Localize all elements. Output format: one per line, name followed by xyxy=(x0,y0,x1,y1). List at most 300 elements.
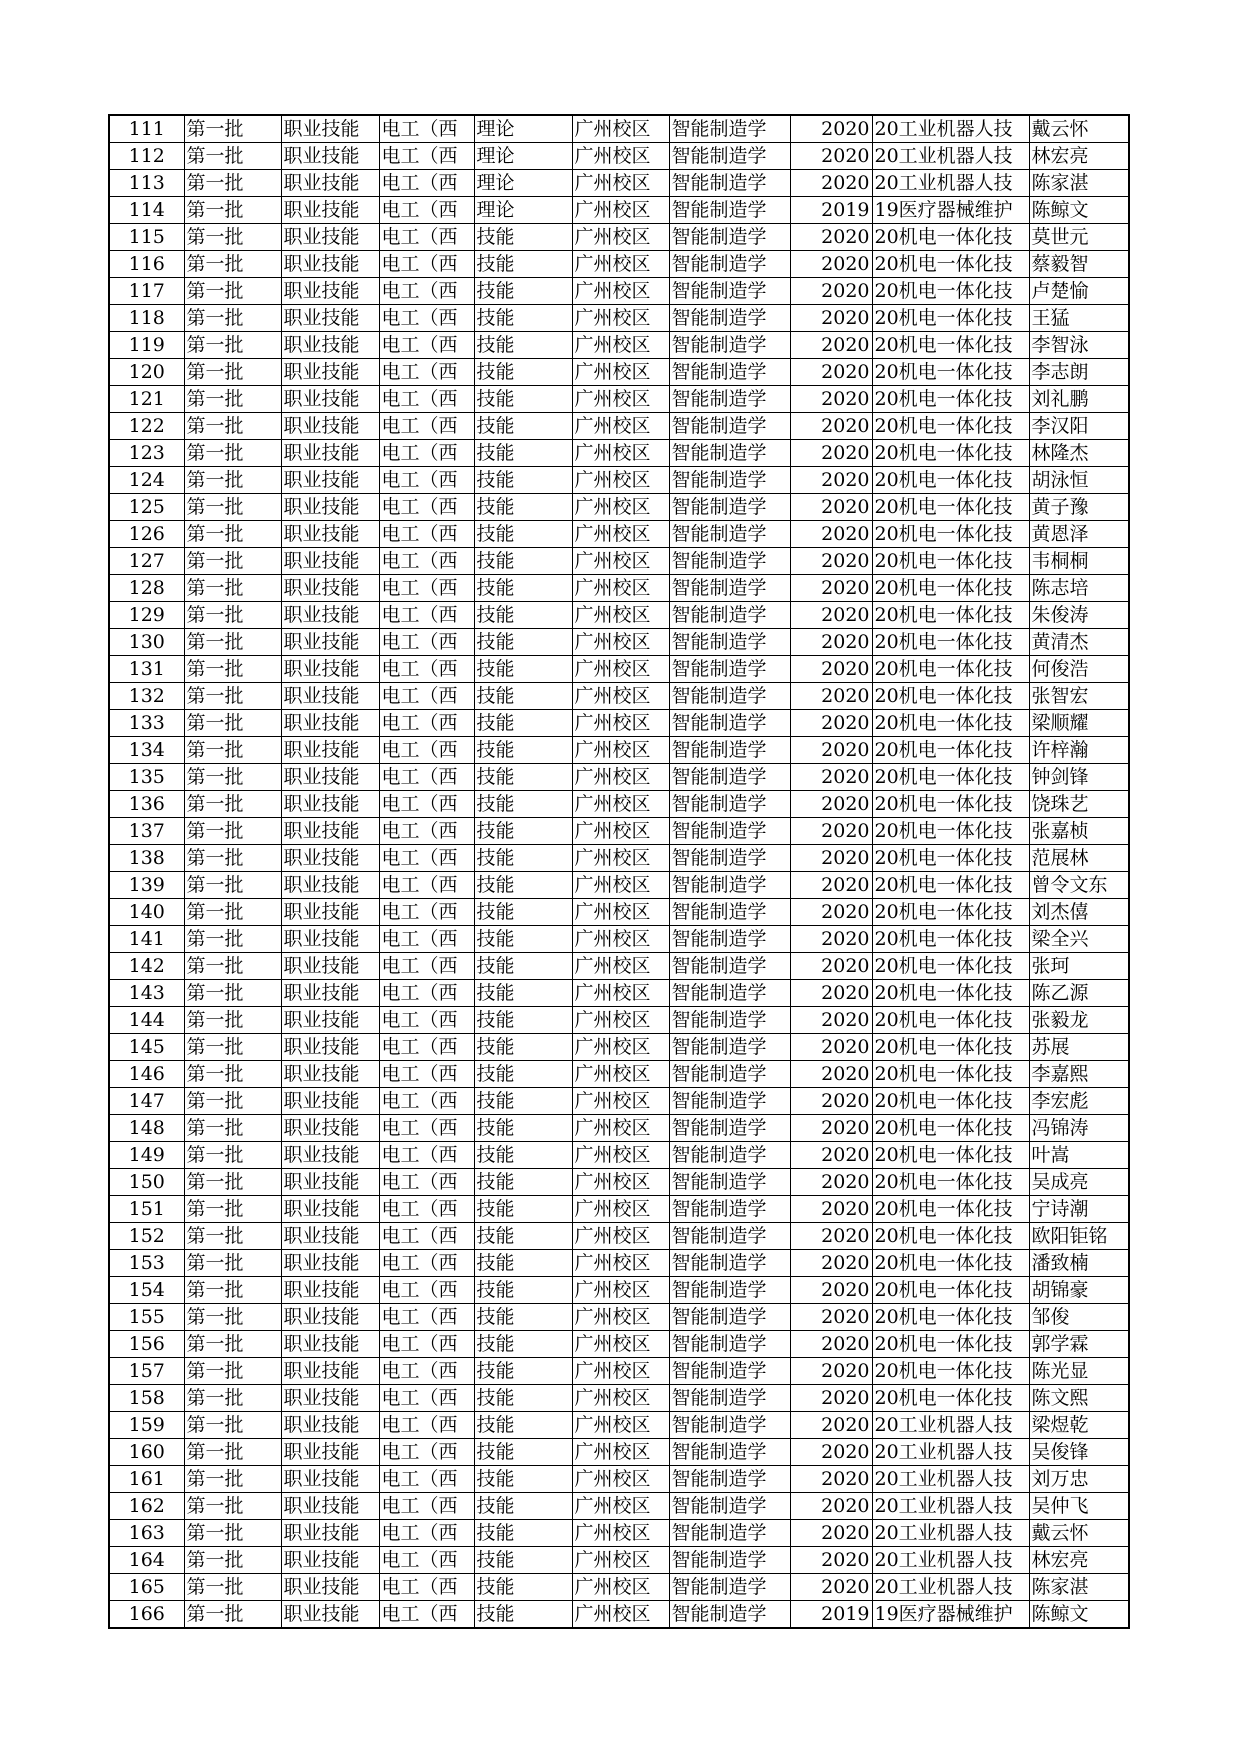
table-row xyxy=(109,467,1129,494)
category-cell: 职业技能 xyxy=(281,980,379,1007)
class-name-cell: 20机电一体化技 xyxy=(872,1115,1029,1142)
batch-cell: 第一批 xyxy=(184,1196,281,1223)
exam-type-cell: 技能 xyxy=(474,224,572,251)
occupation-cell: 电工（西 xyxy=(379,278,474,305)
batch-cell: 第一批 xyxy=(184,332,281,359)
college-cell: 智能制造学 xyxy=(669,1223,790,1250)
college-cell: 智能制造学 xyxy=(669,332,790,359)
batch-cell: 第一批 xyxy=(184,683,281,710)
category-cell: 职业技能 xyxy=(281,143,379,170)
row-number-cell: 116 xyxy=(109,251,184,278)
row-number-cell: 141 xyxy=(109,926,184,953)
occupation-cell: 电工（西 xyxy=(379,386,474,413)
student-name-cell: 吴俊锋 xyxy=(1029,1439,1129,1466)
batch-cell: 第一批 xyxy=(184,1439,281,1466)
table-row xyxy=(109,1412,1129,1439)
class-name-cell: 20机电一体化技 xyxy=(872,1034,1029,1061)
occupation-cell: 电工（西 xyxy=(379,818,474,845)
college-cell: 智能制造学 xyxy=(669,899,790,926)
exam-type-cell: 技能 xyxy=(474,1601,572,1629)
table-row xyxy=(109,1547,1129,1574)
student-name-cell: 韦桐桐 xyxy=(1029,548,1129,575)
batch-cell: 第一批 xyxy=(184,1385,281,1412)
class-name-cell: 19医疗器械维护 xyxy=(872,197,1029,224)
student-name-cell: 郭学霖 xyxy=(1029,1331,1129,1358)
college-cell: 智能制造学 xyxy=(669,1520,790,1547)
exam-type-cell: 技能 xyxy=(474,1061,572,1088)
class-name-cell: 20机电一体化技 xyxy=(872,899,1029,926)
exam-type-cell: 技能 xyxy=(474,764,572,791)
occupation-cell: 电工（西 xyxy=(379,1520,474,1547)
exam-type-cell: 技能 xyxy=(474,494,572,521)
batch-cell: 第一批 xyxy=(184,1520,281,1547)
batch-cell: 第一批 xyxy=(184,197,281,224)
college-cell: 智能制造学 xyxy=(669,872,790,899)
college-cell: 智能制造学 xyxy=(669,818,790,845)
table-row xyxy=(109,170,1129,197)
occupation-cell: 电工（西 xyxy=(379,332,474,359)
exam-type-cell: 技能 xyxy=(474,1169,572,1196)
grade-year-cell: 2020 xyxy=(790,980,872,1007)
occupation-cell: 电工（西 xyxy=(379,791,474,818)
class-name-cell: 20机电一体化技 xyxy=(872,1304,1029,1331)
campus-cell: 广州校区 xyxy=(572,278,669,305)
grade-year-cell: 2020 xyxy=(790,359,872,386)
class-name-cell: 20机电一体化技 xyxy=(872,1331,1029,1358)
college-cell: 智能制造学 xyxy=(669,115,790,143)
exam-type-cell: 技能 xyxy=(474,1196,572,1223)
row-number-cell: 111 xyxy=(109,115,184,143)
table-row xyxy=(109,1439,1129,1466)
batch-cell: 第一批 xyxy=(184,278,281,305)
row-number-cell: 155 xyxy=(109,1304,184,1331)
occupation-cell: 电工（西 xyxy=(379,1142,474,1169)
campus-cell: 广州校区 xyxy=(572,980,669,1007)
occupation-cell: 电工（西 xyxy=(379,1439,474,1466)
batch-cell: 第一批 xyxy=(184,521,281,548)
class-name-cell: 20工业机器人技 xyxy=(872,1547,1029,1574)
row-number-cell: 113 xyxy=(109,170,184,197)
class-name-cell: 20机电一体化技 xyxy=(872,1385,1029,1412)
occupation-cell: 电工（西 xyxy=(379,467,474,494)
occupation-cell: 电工（西 xyxy=(379,170,474,197)
campus-cell: 广州校区 xyxy=(572,1277,669,1304)
campus-cell: 广州校区 xyxy=(572,656,669,683)
class-name-cell: 20机电一体化技 xyxy=(872,440,1029,467)
table-row xyxy=(109,1250,1129,1277)
college-cell: 智能制造学 xyxy=(669,1358,790,1385)
student-name-cell: 欧阳钜铭 xyxy=(1029,1223,1129,1250)
row-number-cell: 142 xyxy=(109,953,184,980)
row-number-cell: 112 xyxy=(109,143,184,170)
college-cell: 智能制造学 xyxy=(669,251,790,278)
exam-type-cell: 技能 xyxy=(474,683,572,710)
category-cell: 职业技能 xyxy=(281,1196,379,1223)
college-cell: 智能制造学 xyxy=(669,1277,790,1304)
campus-cell: 广州校区 xyxy=(572,143,669,170)
table-row xyxy=(109,710,1129,737)
student-name-cell: 吴仲飞 xyxy=(1029,1493,1129,1520)
batch-cell: 第一批 xyxy=(184,953,281,980)
category-cell: 职业技能 xyxy=(281,1412,379,1439)
row-number-cell: 150 xyxy=(109,1169,184,1196)
table-row xyxy=(109,818,1129,845)
batch-cell: 第一批 xyxy=(184,1493,281,1520)
batch-cell: 第一批 xyxy=(184,1277,281,1304)
grade-year-cell: 2020 xyxy=(790,386,872,413)
exam-type-cell: 技能 xyxy=(474,953,572,980)
campus-cell: 广州校区 xyxy=(572,494,669,521)
exam-type-cell: 技能 xyxy=(474,359,572,386)
occupation-cell: 电工（西 xyxy=(379,1358,474,1385)
occupation-cell: 电工（西 xyxy=(379,1331,474,1358)
table-row xyxy=(109,1493,1129,1520)
occupation-cell: 电工（西 xyxy=(379,710,474,737)
table-row xyxy=(109,1466,1129,1493)
class-name-cell: 20工业机器人技 xyxy=(872,1412,1029,1439)
class-name-cell: 20机电一体化技 xyxy=(872,305,1029,332)
grade-year-cell: 2020 xyxy=(790,170,872,197)
grade-year-cell: 2020 xyxy=(790,1358,872,1385)
class-name-cell: 20工业机器人技 xyxy=(872,1439,1029,1466)
college-cell: 智能制造学 xyxy=(669,1439,790,1466)
campus-cell: 广州校区 xyxy=(572,1061,669,1088)
campus-cell: 广州校区 xyxy=(572,1169,669,1196)
exam-type-cell: 技能 xyxy=(474,1358,572,1385)
batch-cell: 第一批 xyxy=(184,575,281,602)
exam-type-cell: 理论 xyxy=(474,143,572,170)
row-number-cell: 135 xyxy=(109,764,184,791)
table-row xyxy=(109,953,1129,980)
table-row xyxy=(109,386,1129,413)
college-cell: 智能制造学 xyxy=(669,1169,790,1196)
campus-cell: 广州校区 xyxy=(572,440,669,467)
table-row xyxy=(109,1196,1129,1223)
exam-type-cell: 技能 xyxy=(474,1223,572,1250)
batch-cell: 第一批 xyxy=(184,980,281,1007)
row-number-cell: 130 xyxy=(109,629,184,656)
grade-year-cell: 2020 xyxy=(790,764,872,791)
batch-cell: 第一批 xyxy=(184,1304,281,1331)
batch-cell: 第一批 xyxy=(184,1115,281,1142)
occupation-cell: 电工（西 xyxy=(379,1466,474,1493)
category-cell: 职业技能 xyxy=(281,1439,379,1466)
grade-year-cell: 2020 xyxy=(790,899,872,926)
row-number-cell: 124 xyxy=(109,467,184,494)
campus-cell: 广州校区 xyxy=(572,170,669,197)
occupation-cell: 电工（西 xyxy=(379,1007,474,1034)
table-row xyxy=(109,845,1129,872)
class-name-cell: 20机电一体化技 xyxy=(872,683,1029,710)
grade-year-cell: 2020 xyxy=(790,1574,872,1601)
student-name-cell: 陈家湛 xyxy=(1029,1574,1129,1601)
exam-type-cell: 技能 xyxy=(474,1088,572,1115)
campus-cell: 广州校区 xyxy=(572,818,669,845)
row-number-cell: 115 xyxy=(109,224,184,251)
category-cell: 职业技能 xyxy=(281,278,379,305)
table-row xyxy=(109,872,1129,899)
table-row xyxy=(109,1088,1129,1115)
row-number-cell: 120 xyxy=(109,359,184,386)
college-cell: 智能制造学 xyxy=(669,1493,790,1520)
row-number-cell: 160 xyxy=(109,1439,184,1466)
student-name-cell: 陈鲸文 xyxy=(1029,197,1129,224)
student-name-cell: 冯锦涛 xyxy=(1029,1115,1129,1142)
exam-type-cell: 技能 xyxy=(474,1115,572,1142)
student-name-cell: 叶嵩 xyxy=(1029,1142,1129,1169)
batch-cell: 第一批 xyxy=(184,1223,281,1250)
row-number-cell: 144 xyxy=(109,1007,184,1034)
class-name-cell: 20机电一体化技 xyxy=(872,332,1029,359)
exam-type-cell: 技能 xyxy=(474,1304,572,1331)
row-number-cell: 149 xyxy=(109,1142,184,1169)
grade-year-cell: 2020 xyxy=(790,953,872,980)
student-name-cell: 李汉阳 xyxy=(1029,413,1129,440)
class-name-cell: 20机电一体化技 xyxy=(872,386,1029,413)
grade-year-cell: 2020 xyxy=(790,575,872,602)
exam-type-cell: 技能 xyxy=(474,386,572,413)
row-number-cell: 121 xyxy=(109,386,184,413)
student-name-cell: 吴成亮 xyxy=(1029,1169,1129,1196)
college-cell: 智能制造学 xyxy=(669,1196,790,1223)
exam-type-cell: 技能 xyxy=(474,332,572,359)
college-cell: 智能制造学 xyxy=(669,413,790,440)
college-cell: 智能制造学 xyxy=(669,629,790,656)
campus-cell: 广州校区 xyxy=(572,1574,669,1601)
student-name-cell: 陈家湛 xyxy=(1029,170,1129,197)
row-number-cell: 153 xyxy=(109,1250,184,1277)
row-number-cell: 162 xyxy=(109,1493,184,1520)
exam-type-cell: 技能 xyxy=(474,521,572,548)
student-name-cell: 梁全兴 xyxy=(1029,926,1129,953)
table-row xyxy=(109,413,1129,440)
exam-type-cell: 技能 xyxy=(474,602,572,629)
table-row xyxy=(109,1358,1129,1385)
student-name-cell: 卢楚愉 xyxy=(1029,278,1129,305)
row-number-cell: 132 xyxy=(109,683,184,710)
occupation-cell: 电工（西 xyxy=(379,359,474,386)
exam-type-cell: 技能 xyxy=(474,1142,572,1169)
student-name-cell: 苏展 xyxy=(1029,1034,1129,1061)
college-cell: 智能制造学 xyxy=(669,197,790,224)
category-cell: 职业技能 xyxy=(281,305,379,332)
occupation-cell: 电工（西 xyxy=(379,197,474,224)
campus-cell: 广州校区 xyxy=(572,197,669,224)
occupation-cell: 电工（西 xyxy=(379,1277,474,1304)
occupation-cell: 电工（西 xyxy=(379,1547,474,1574)
exam-type-cell: 技能 xyxy=(474,1439,572,1466)
occupation-cell: 电工（西 xyxy=(379,1169,474,1196)
grade-year-cell: 2020 xyxy=(790,1088,872,1115)
class-name-cell: 20机电一体化技 xyxy=(872,1358,1029,1385)
category-cell: 职业技能 xyxy=(281,467,379,494)
exam-type-cell: 技能 xyxy=(474,1412,572,1439)
occupation-cell: 电工（西 xyxy=(379,1034,474,1061)
batch-cell: 第一批 xyxy=(184,1412,281,1439)
class-name-cell: 20机电一体化技 xyxy=(872,1196,1029,1223)
category-cell: 职业技能 xyxy=(281,1034,379,1061)
row-number-cell: 133 xyxy=(109,710,184,737)
table-row xyxy=(109,1574,1129,1601)
campus-cell: 广州校区 xyxy=(572,1196,669,1223)
campus-cell: 广州校区 xyxy=(572,305,669,332)
row-number-cell: 140 xyxy=(109,899,184,926)
row-number-cell: 119 xyxy=(109,332,184,359)
table-row xyxy=(109,1169,1129,1196)
class-name-cell: 20机电一体化技 xyxy=(872,791,1029,818)
class-name-cell: 20机电一体化技 xyxy=(872,1250,1029,1277)
exam-type-cell: 技能 xyxy=(474,926,572,953)
college-cell: 智能制造学 xyxy=(669,467,790,494)
row-number-cell: 154 xyxy=(109,1277,184,1304)
student-name-cell: 张嘉桢 xyxy=(1029,818,1129,845)
campus-cell: 广州校区 xyxy=(572,926,669,953)
batch-cell: 第一批 xyxy=(184,602,281,629)
batch-cell: 第一批 xyxy=(184,386,281,413)
category-cell: 职业技能 xyxy=(281,521,379,548)
student-name-cell: 李嘉熙 xyxy=(1029,1061,1129,1088)
category-cell: 职业技能 xyxy=(281,197,379,224)
student-name-cell: 李智泳 xyxy=(1029,332,1129,359)
campus-cell: 广州校区 xyxy=(572,899,669,926)
category-cell: 职业技能 xyxy=(281,1223,379,1250)
batch-cell: 第一批 xyxy=(184,1358,281,1385)
category-cell: 职业技能 xyxy=(281,332,379,359)
table-row xyxy=(109,197,1129,224)
grade-year-cell: 2020 xyxy=(790,656,872,683)
exam-type-cell: 技能 xyxy=(474,818,572,845)
campus-cell: 广州校区 xyxy=(572,710,669,737)
exam-type-cell: 理论 xyxy=(474,197,572,224)
batch-cell: 第一批 xyxy=(184,1250,281,1277)
grade-year-cell: 2020 xyxy=(790,440,872,467)
batch-cell: 第一批 xyxy=(184,1574,281,1601)
batch-cell: 第一批 xyxy=(184,440,281,467)
college-cell: 智能制造学 xyxy=(669,521,790,548)
occupation-cell: 电工（西 xyxy=(379,1493,474,1520)
student-name-cell: 蔡毅智 xyxy=(1029,251,1129,278)
category-cell: 职业技能 xyxy=(281,1358,379,1385)
grade-year-cell: 2020 xyxy=(790,1304,872,1331)
exam-type-cell: 技能 xyxy=(474,1250,572,1277)
class-name-cell: 20机电一体化技 xyxy=(872,656,1029,683)
class-name-cell: 20工业机器人技 xyxy=(872,143,1029,170)
row-number-cell: 131 xyxy=(109,656,184,683)
row-number-cell: 136 xyxy=(109,791,184,818)
class-name-cell: 20工业机器人技 xyxy=(872,170,1029,197)
college-cell: 智能制造学 xyxy=(669,1466,790,1493)
exam-type-cell: 技能 xyxy=(474,413,572,440)
grade-year-cell: 2020 xyxy=(790,845,872,872)
student-name-cell: 许梓瀚 xyxy=(1029,737,1129,764)
row-number-cell: 165 xyxy=(109,1574,184,1601)
campus-cell: 广州校区 xyxy=(572,1439,669,1466)
student-name-cell: 饶珠艺 xyxy=(1029,791,1129,818)
row-number-cell: 151 xyxy=(109,1196,184,1223)
roster-table xyxy=(108,114,1130,1629)
row-number-cell: 128 xyxy=(109,575,184,602)
row-number-cell: 138 xyxy=(109,845,184,872)
row-number-cell: 129 xyxy=(109,602,184,629)
exam-type-cell: 技能 xyxy=(474,1331,572,1358)
student-name-cell: 戴云怀 xyxy=(1029,1520,1129,1547)
batch-cell: 第一批 xyxy=(184,872,281,899)
college-cell: 智能制造学 xyxy=(669,1601,790,1629)
batch-cell: 第一批 xyxy=(184,1142,281,1169)
class-name-cell: 20机电一体化技 xyxy=(872,1223,1029,1250)
category-cell: 职业技能 xyxy=(281,170,379,197)
class-name-cell: 20机电一体化技 xyxy=(872,1142,1029,1169)
college-cell: 智能制造学 xyxy=(669,224,790,251)
class-name-cell: 19医疗器械维护 xyxy=(872,1601,1029,1629)
category-cell: 职业技能 xyxy=(281,710,379,737)
student-name-cell: 李宏彪 xyxy=(1029,1088,1129,1115)
college-cell: 智能制造学 xyxy=(669,575,790,602)
class-name-cell: 20机电一体化技 xyxy=(872,764,1029,791)
occupation-cell: 电工（西 xyxy=(379,1061,474,1088)
batch-cell: 第一批 xyxy=(184,710,281,737)
campus-cell: 广州校区 xyxy=(572,1304,669,1331)
student-name-cell: 黄子豫 xyxy=(1029,494,1129,521)
category-cell: 职业技能 xyxy=(281,926,379,953)
campus-cell: 广州校区 xyxy=(572,953,669,980)
college-cell: 智能制造学 xyxy=(669,656,790,683)
category-cell: 职业技能 xyxy=(281,1304,379,1331)
student-name-cell: 范展林 xyxy=(1029,845,1129,872)
grade-year-cell: 2020 xyxy=(790,115,872,143)
campus-cell: 广州校区 xyxy=(572,1331,669,1358)
batch-cell: 第一批 xyxy=(184,818,281,845)
student-name-cell: 宁诗潮 xyxy=(1029,1196,1129,1223)
category-cell: 职业技能 xyxy=(281,413,379,440)
campus-cell: 广州校区 xyxy=(572,1088,669,1115)
occupation-cell: 电工（西 xyxy=(379,1601,474,1629)
row-number-cell: 147 xyxy=(109,1088,184,1115)
batch-cell: 第一批 xyxy=(184,1547,281,1574)
occupation-cell: 电工（西 xyxy=(379,115,474,143)
grade-year-cell: 2020 xyxy=(790,278,872,305)
class-name-cell: 20工业机器人技 xyxy=(872,1493,1029,1520)
campus-cell: 广州校区 xyxy=(572,332,669,359)
row-number-cell: 126 xyxy=(109,521,184,548)
student-name-cell: 张珂 xyxy=(1029,953,1129,980)
grade-year-cell: 2019 xyxy=(790,1601,872,1629)
exam-type-cell: 技能 xyxy=(474,1520,572,1547)
campus-cell: 广州校区 xyxy=(572,359,669,386)
category-cell: 职业技能 xyxy=(281,1169,379,1196)
batch-cell: 第一批 xyxy=(184,656,281,683)
batch-cell: 第一批 xyxy=(184,115,281,143)
campus-cell: 广州校区 xyxy=(572,1034,669,1061)
class-name-cell: 20工业机器人技 xyxy=(872,1466,1029,1493)
class-name-cell: 20机电一体化技 xyxy=(872,1061,1029,1088)
grade-year-cell: 2020 xyxy=(790,332,872,359)
class-name-cell: 20机电一体化技 xyxy=(872,710,1029,737)
batch-cell: 第一批 xyxy=(184,548,281,575)
table-row xyxy=(109,494,1129,521)
campus-cell: 广州校区 xyxy=(572,115,669,143)
exam-type-cell: 技能 xyxy=(474,656,572,683)
category-cell: 职业技能 xyxy=(281,845,379,872)
exam-type-cell: 技能 xyxy=(474,1547,572,1574)
grade-year-cell: 2020 xyxy=(790,548,872,575)
row-number-cell: 134 xyxy=(109,737,184,764)
category-cell: 职业技能 xyxy=(281,1493,379,1520)
student-name-cell: 何俊浩 xyxy=(1029,656,1129,683)
row-number-cell: 143 xyxy=(109,980,184,1007)
table-row xyxy=(109,548,1129,575)
row-number-cell: 161 xyxy=(109,1466,184,1493)
